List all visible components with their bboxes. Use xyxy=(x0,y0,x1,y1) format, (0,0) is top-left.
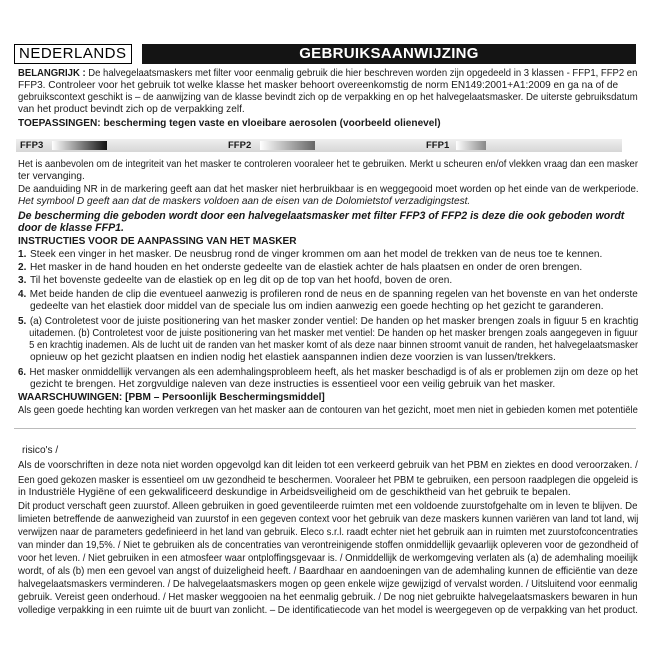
warnings-heading: WAARSCHUWINGEN: [PBM – Persoonlijk Beschermingsmiddel] xyxy=(18,392,325,403)
filter-ffp2-label: FFP2 xyxy=(228,140,252,151)
intro-text: De halvegelaatsmaskers met filter voor eenmalig gebruik die hier beschreven worden zijn opgedeeld in 3 klassen - FFP1, FFP2 en xyxy=(85,68,638,79)
warning-line: Als geen goede hechting kan worden verkregen van het masker aan de contouren van het gezicht, moet men niet in gebieden komen met potentiële xyxy=(18,405,638,416)
step-text: Til het bovenste gedeelte van de elastiek op en leg dit op de top van het hoofd, boven de oren. xyxy=(30,275,453,286)
instructions-heading: INSTRUCTIES VOOR DE AANPASSING VAN HET MASKER xyxy=(18,236,297,247)
warning-line: van minder dan 19,5%. / Niet te gebruiken als de concentraties van verontreinigende stoffen onmiddellijk gevaarlijk opleveren voor de gezondheid of xyxy=(18,540,639,551)
nr-marking-line: De aanduiding NR in de markering geeft aan dat het masker niet herbruikbaar is en weggegooid moet worden op het einde van de werkperiode. xyxy=(18,184,639,195)
warning-line: verwijzen naar de parameters gedefinieerd in het land van gebruik. Eleco s.r.l. raadt echter niet het gebruik aan in ruimten met zuurstofconcentraties xyxy=(18,527,638,538)
language-label: NEDERLANDS xyxy=(14,44,132,64)
warning-line: Dit product verschaft geen zuurstof. Alleen gebruiken in goed geventileerde ruimten met een voldoende zuurstofgehalte om in leven te blijven. De xyxy=(18,501,638,512)
warning-line: gebruik. Vereist geen onderhoud. / Het masker weggooien na het eenmalig gebruik. / De nog niet gebruikte halvegelaatsmaskers bewaren in hun xyxy=(18,592,638,603)
warning-line: Als de voorschriften in deze nota niet worden opgevolgd kan dit leiden tot een verkeerd gebruik van het PBM en ziektes en dood veroorzaken. / xyxy=(18,460,638,471)
instruction-step-2: 2. Het masker in de hand houden en het onderste gedeelte van de elastiek achter de hals plaatsen en onder de oren brengen. xyxy=(18,262,583,273)
applications-line xyxy=(18,118,618,130)
ffp1-gradient xyxy=(456,141,486,150)
step-text: Steek een vinger in het masker. De neusbrug rond de vinger krommen om aan het model de trekken van de neus toe te kennen. xyxy=(30,249,603,260)
check-line: Het is aanbevolen om de integriteit van het masker te controleren vooraleer het te gebruiken. Merkt u scheuren en/of vlekken vraag dan een masker xyxy=(18,159,638,170)
check-line: ter vervanging. xyxy=(18,171,85,182)
page-title: GEBRUIKSAANWIJZING xyxy=(142,44,636,64)
important-label: BELANGRIJK : xyxy=(18,68,86,79)
filter-ffp1-label: FFP1 xyxy=(426,140,450,151)
warning-line: halvegelaatsmaskers verminderen. / De halvegelaatsmaskers mogen op geen enkele wijze gewijzigd of vervalst worden. / Uitsluitend voor eenmalig xyxy=(18,579,638,590)
instruction-step-4: 4. Met beide handen de clip die eventueel aanwezig is profileren rond de neus en de spanning regelen van het bovenste en van het onderste xyxy=(18,289,638,300)
applications-text: bescherming tegen vaste en vloeibare aerosolen (voorbeeld olienevel) xyxy=(100,118,441,129)
protection-note: door de klasse FFP1. xyxy=(18,222,124,234)
instruction-step-6-cont: gezicht te brengen. Het zorgvuldige naleven van deze instructies is essentieel voor een veilig gebruik van het masker. xyxy=(30,379,556,390)
dolomite-line: Het symbool D geeft aan dat de maskers voldoen aan de eisen van de Dolomietstof verzadigingstest. xyxy=(18,196,471,207)
step-text: Met beide handen de clip die eventueel aanwezig is profileren rond de neus en de spanning regelen van het bovenste en van het onderste xyxy=(29,289,638,300)
instruction-step-3: 3. Til het bovenste gedeelte van de elastiek op en leg dit op de top van het hoofd, boven de oren. xyxy=(18,275,453,286)
protection-note: De bescherming die geboden wordt door een halvegelaatsmasker met filter FFP3 of FFP2 is deze die ook geboden wordt xyxy=(18,210,625,222)
warning-line: risico's / xyxy=(22,445,59,456)
applications-label: TOEPASSINGEN: xyxy=(18,118,101,129)
filter-ffp1 xyxy=(426,139,449,152)
filter-ffp3 xyxy=(20,139,43,152)
filter-class-bar xyxy=(16,139,622,152)
warning-line: in Industriële Hygiëne of een gekwalificeerd deskundige in Arbeidsveiligheid om de geschiktheid van het gebruik te bepalen. xyxy=(18,487,571,498)
filter-ffp2 xyxy=(228,139,251,152)
warning-line: voor het leven. / Niet gebruiken in een atmosfeer waar ontploffingsgevaar is. / Onmiddellijk de werkomgeving verlaten als (a) de ademhaling moeilijk xyxy=(18,553,638,564)
instruction-step-5-cont: uitademen. (b) Controletest voor de juiste positionering van het masker met ventiel: De handen op het masker brengen zoals aangegeven in figuur xyxy=(29,328,638,339)
step-text: Het masker in de hand houden en het onderste gedeelte van de elastiek achter de hals plaatsen en onder de oren brengen. xyxy=(30,262,583,273)
instruction-step-1: 1. Steek een vinger in het masker. De neusbrug rond de vinger krommen om aan het model de trekken van de neus toe te kennen. xyxy=(18,249,603,260)
step-text: Het masker onmiddellijk vervangen als een ademhalingsprobleem heeft, als het masker beschadigd is of als er problemen zijn om deze op het xyxy=(29,367,638,378)
section-divider xyxy=(14,428,636,429)
intro-line xyxy=(18,68,638,80)
warning-line: Een goed gekozen masker is essentieel om uw gezondheid te beschermen. Vooraleer het PBM te gebruiken, een persoon raadplegen die opgeleid is xyxy=(18,475,638,486)
intro-line: gebruikscontext geschikt is – de aanwijzing van de klasse bevindt zich op de verpakking en op het halvegelaatsmasker. De uiterste gebruiksdatum xyxy=(18,92,638,103)
step-text: (a) Controletest voor de juiste positionering van het masker zonder ventiel: De handen op het masker brengen zoals in figuur 5 en krachtig xyxy=(29,316,639,327)
instruction-step-6: 6. Het masker onmiddellijk vervangen als een ademhalingsprobleem heeft, als het masker beschadigd is of als er problemen zijn om deze op het xyxy=(18,367,638,378)
ffp3-gradient xyxy=(52,141,107,150)
warning-line: volledige verpakking in een ruimte uit de buurt van zonlicht. – De identificatiecode van het model is weergegeven op de verpakking van het product. xyxy=(18,605,638,616)
ffp2-gradient xyxy=(260,141,315,150)
warning-line: wordt, of als (b) men een gevoel van angst of duizeligheid heeft. / Baardhaar en aandoeningen van de ademhaling kunnen de efficiëntie van deze xyxy=(18,566,638,577)
instruction-step-5: 5. (a) Controletest voor de juiste positionering van het masker zonder ventiel: De handen op het masker brengen zoals in figuur 5 en krachtig xyxy=(18,316,639,327)
warning-line: limieten betreffende de aanwezigheid van zuurstof in een gegeven context voor het gebruik van deze maskers kunnen variëren van land tot land, wij xyxy=(18,514,639,525)
instruction-step-4-cont: gedeelte van het elastiek door middel van de speciale lus om indien aanwezig een goede hechting op het gezicht te garanderen. xyxy=(30,301,604,312)
instruction-step-5-cont: opnieuw op het gezicht plaatsen en indien nodig het elastiek aanspannen indien deze voorzien is van lussen/trekkers. xyxy=(30,352,556,363)
intro-line: van het product bevindt zich op de verpakking zelf. xyxy=(18,104,245,115)
filter-ffp3-label: FFP3 xyxy=(20,140,44,151)
intro-line: FFP3. Controleer voor het gebruik tot welke klasse het masker behoort overeenkomstig de norm EN149:2001+A1:2009 en ga na of de xyxy=(18,80,619,91)
page-header xyxy=(14,44,636,64)
instruction-step-5-cont: 5 en krachtig inademen. Als de lucht uit de randen van het masker komt of als deze naar binnen stroomt vanuit de randen, het halvegelaatsmasker xyxy=(29,340,639,351)
